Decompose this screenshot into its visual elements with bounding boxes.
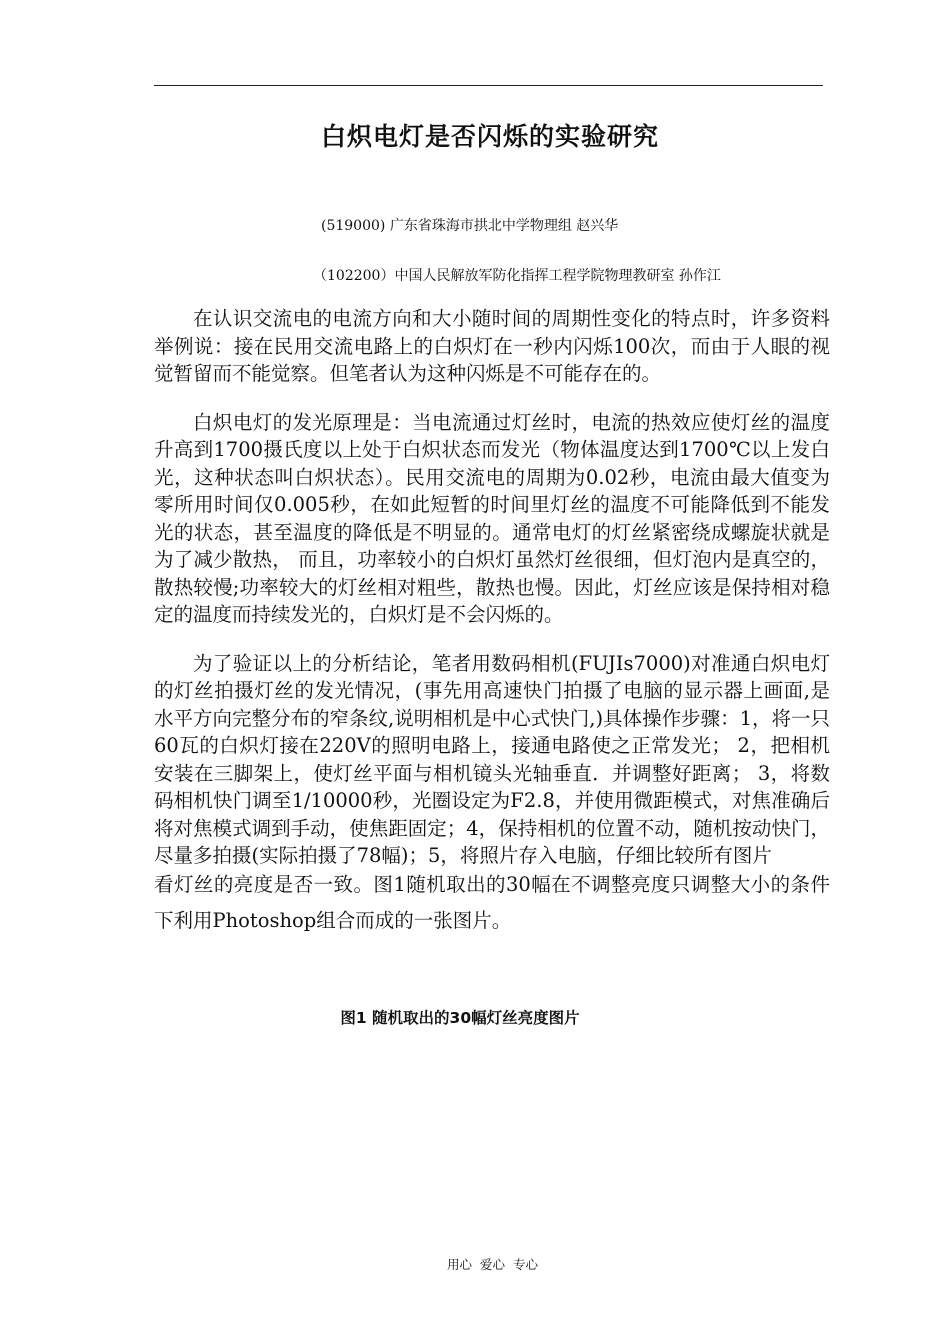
paragraph-result: 看灯丝的亮度是否一致。图1随机取出的30幅在不调整亮度只调整大小的条件下利用Photoshop组合而成的一张图片。 xyxy=(154,872,830,932)
header-rule xyxy=(154,85,823,86)
paragraph-principle: 白炽电灯的发光原理是：当电流通过灯丝时，电流的热效应使灯丝的温度升高到1700摄氏度以上处于白炽状态而发光（物体温度达到1700℃以上发白光，这种状态叫白炽状态）。民用交流电的周期为0.02秒，电流由最大值变为零所用时间仅0.005秒，在如此短暂的时间里灯丝的温度不可能降低到不能发光的状态，甚至温度的降低是不明显的。通常电灯的灯丝紧密绕成螺旋状就是为了减少散热， 而且，功率较小的白炽灯虽然灯丝很细，但灯泡内是真空的，散热较慢;功率较大的灯丝相对粗些，散热也慢。因此，灯丝应该是保持相对稳定的温度而持续发光的，白炽灯是不会闪烁的。 xyxy=(154,410,830,626)
page-footer: 用心 爱心 专心 xyxy=(447,1257,538,1272)
paragraph-intro: 在认识交流电的电流方向和大小随时间的周期性变化的特点时，许多资料举例说：接在民用交流电路上的白炽灯在一秒内闪烁100次，而由于人眼的视觉暂留而不能觉察。但笔者认为这种闪烁是不可能存在的。 xyxy=(154,307,830,385)
figure-caption: 图1 随机取出的30幅灯丝亮度图片 xyxy=(340,1009,580,1027)
paragraph-experiment: 为了验证以上的分析结论，笔者用数码相机(FUJIs7000)对准通白炽电灯的灯丝拍摄灯丝的发光情况，(事先用高速快门拍摄了电脑的显示器上画面,是水平方向完整分布的窄条纹,说明相机是中心式快门,)具体操作步骤：1，将一只60瓦的白炽灯接在220V的照明电路上，接通电路使之正常发光； 2，把相机安装在三脚架上，使灯丝平面与相机镜头光轴垂直．并调整好距离； 3，将数码相机快门调至1/10000秒，光圈设定为F2.8，并使用微距模式，对焦准确后将对焦模式调到手动，使焦距固定；4，保持相机的位置不动，随机按动快门，尽量多拍摄(实际拍摄了78幅)；5，将照片存入电脑，仔细比较所有图片 xyxy=(154,651,830,867)
article-body xyxy=(154,305,830,960)
author-line-2: （102200）中国人民解放军防化指挥工程学院物理教研室 孙作江 xyxy=(313,268,721,284)
page-title: 白炽电灯是否闪烁的实验研究 xyxy=(320,122,659,151)
author-line-1: (519000) 广东省珠海市拱北中学物理组 赵兴华 xyxy=(321,218,619,234)
